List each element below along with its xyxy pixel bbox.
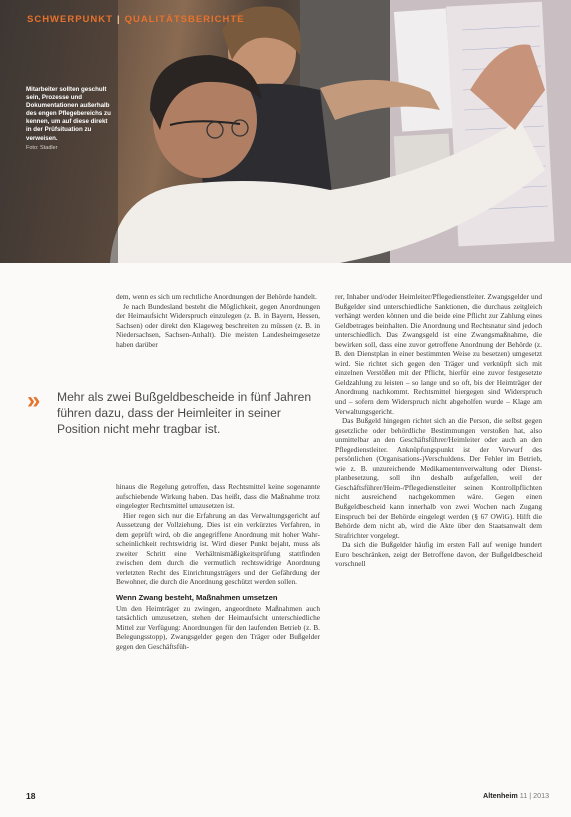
magazine-footer (483, 791, 549, 800)
paragraph: Hier regen sich nur die Erfahrung an das Verwaltungsgericht auf Aussetzung der Vollziehung. Dies ist ein verkürztes Verfahren, in dem geprüft wird, ob die angegriffene Anordnung mit hoher Wahrscheinlichkeit rechtswidrig ist. Wird dieser Punkt bejaht, muss als zweiter Schritt eine Verhältnismäßigkeitsprüfung stattfinden zwischen dem durch die vermutlich rechtswidrige Anordnung verletzten Recht des Einrichtungsträgers und der Gefährdung der Bewohner, die durch die Anordnung geschützt werden sollen. (116, 510, 320, 587)
issue-number: 11 | 2013 (519, 791, 550, 800)
magazine-name: Altenheim (483, 791, 518, 800)
photo-caption (26, 86, 112, 152)
paragraph: Um den Heimträger zu zwingen, angeordnete Maßnahmen auch tatsächlich umzusetzen, stehen der Heimaufsicht unterschiedliche Mittel zur Verfügung: Anordnungen für den laufenden Betrieb (z. B. Belegungsstopp), Zwangsgelder gegen den Träger oder Bußgelder gegen den Geschäftsfüh- (116, 603, 320, 651)
right-column (335, 292, 542, 569)
paragraph: Das Bußgeld hingegen richtet sich an die Person, die selbst gegen gesetzliche oder behördliche Bestimmungen verstoßen hat, also unmittelbar an den Geschäftsführer/Heimleiter oder auch an den Pflegedienstleiter. Anknüpfungspunkt ist der Vorwurf des persönlichen (Organisations-)Verschuldens. Der Fehler im Betrieb, wie z. B. unzureichende Medikamentenverwaltung oder Dienstplanbesetzung, soll ihn deshalb aufgefallen, weil der Geschäftsführer/Heim-/Pflegedienstleiter seinen Kontrollpflichten nicht ausreichend nachgekommen wäre. Gegen einen Bußgeldbescheid kann innerhalb von zwei Wochen nach Zugang Einspruch bei der Behörde eingelegt werden (§ 67 OWiG). Hilft die Behörde dem nicht ab, wird die Akte über den Staatsanwalt dem Strafrichter vorgelegt. (335, 416, 542, 540)
header-separator: | (116, 14, 121, 25)
page-number: 18 (26, 791, 36, 801)
pull-quote (27, 389, 321, 437)
paragraph: rer, Inhaber und/oder Heimleiter/Pflegedienstleiter. Zwangsgelder und Bußgelder sind unterschiedliche Sanktionen, die durchaus zeitgleich verhängt werden können und die beide eine Pflicht zur Zahlung eines Geldbetrages beinhalten. Die Anordnung und Rechtsnatur sind jedoch unterschiedlich. Das Zwangsgeld ist eine Zwangsmaßnahme, die bewirken soll, dass eine zuvor getroffene Anordnung der Behörde (z. B. den Dienstplan in einer bestimmten Weise zu besetzen) umgesetzt wird. Sie richtet sich gegen den Träger und verknüpft sich mit einzelnen Verstößen mit der Pflicht, hierfür eine zuvor festgesetzte Geldzahlung zu leisten – so lange und so oft, bis der Heimträger der Anordnung nachkommt. Rechtsmittel hiergegen sind Widerspruch und – sofern dem Widerspruch nicht abgeholfen wurde – Klage am Verwaltungsgericht. (335, 292, 542, 416)
left-column-top (116, 292, 320, 349)
paragraph: Da sich die Bußgelder häufig im ersten Fall auf wenige hundert Euro beschränken, zeigt der Betroffene davon, der Bußgeldbescheid vorschnell (335, 540, 542, 569)
photo-credit: Foto: Stadler (26, 144, 58, 151)
paragraph: dem, wenn es sich um rechtliche Anordnungen der Behörde handelt. (116, 292, 317, 301)
topic-label: QUALITÄTSBERICHTE (124, 14, 245, 25)
paragraph: hinaus die Regelung getroffen, dass Rechtsmittel keine sogenannte aufschiebende Wirkung haben. Das heißt, dass die Maßnahme trotz eingelegter Rechtsmittel umzusetzen ist. (116, 482, 320, 511)
section-header (27, 14, 245, 25)
section-label: SCHWERPUNKT (27, 14, 113, 25)
subheading: Wenn Zwang besteht, Maßnahmen umsetzen (116, 593, 278, 603)
quote-mark-icon: » (27, 387, 37, 414)
article-photo (0, 0, 571, 263)
photo-caption-text: Mitarbeiter sollten geschult sein, Prozesse und Dokumentationen außerhalb des engen Pflegebereichs zu kennen, um auf diese direkt in der Prüfsituation zu verweisen. (26, 86, 111, 142)
paragraph: Je nach Bundesland besteht die Möglichkeit, gegen Anordnungen der Heimaufsicht Widerspruch einzulegen (z. B. in Bayern, Hessen, Sachsen) oder direkt den Klageweg beschreiten zu müssen (z. B. in Niedersachsen, Sachsen-Anhalt). Die meisten Landesheimgesetze haben darüber (116, 301, 320, 349)
pull-quote-text: Mehr als zwei Bußgeldbescheide in fünf Jahren führen dazu, dass der Heimleiter in seiner Position nicht mehr tragbar ist. (57, 390, 312, 436)
left-column-bottom (116, 482, 320, 651)
